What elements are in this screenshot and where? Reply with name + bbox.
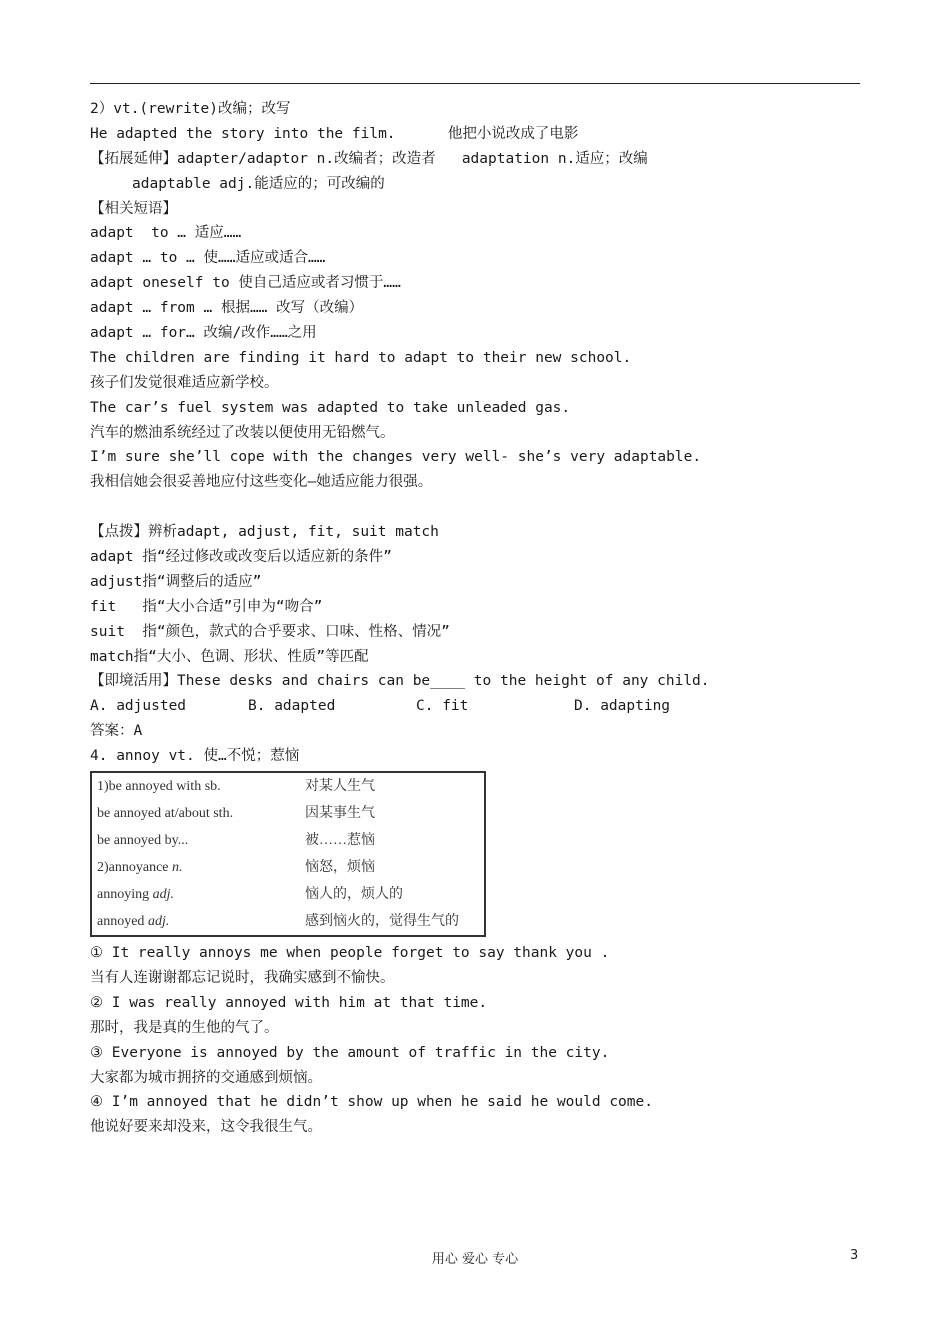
example-line: ② I was really annoyed with him at that time. [90, 994, 488, 1011]
section-heading: 【点拨】辨析adapt, adjust, fit, suit match [90, 524, 439, 541]
phrase-line: adapt … for… 改编/改作……之用 [90, 325, 317, 342]
phrase-line: adapt to … 适应…… [90, 225, 242, 242]
text-line: 【拓展延伸】adapter/adaptor n.改编者；改造者 adaptation n.适应；改编 [90, 150, 648, 167]
example-translation: 当有人连谢谢都忘记说时，我确实感到不愉快。 [90, 969, 395, 986]
example-line: ③ Everyone is annoyed by the amount of traffic in the city. [90, 1044, 610, 1061]
section-heading: 【相关短语】 [90, 200, 177, 217]
table-row [92, 800, 484, 827]
section-heading: 4. annoy vt. 使…不悦；惹恼 [90, 748, 300, 765]
table-row [92, 881, 484, 908]
page-content [90, 97, 860, 1140]
example-line: ④ I’m annoyed that he didn’t show up when he said he would come. [90, 1094, 653, 1111]
compare-line: adapt 指“经过修改或改变后以适应新的条件” [90, 549, 392, 566]
option-d: D. adapting [574, 698, 671, 715]
table-row [92, 908, 484, 935]
spacer [90, 495, 860, 520]
example-translation: 他说好要来却没来，这令我很生气。 [90, 1119, 322, 1136]
phrase-line: adapt … to … 使……适应或适合…… [90, 250, 326, 267]
table-row [92, 827, 484, 854]
table-row [92, 854, 484, 881]
text-line: 2）vt.(rewrite)改编；改写 [90, 101, 291, 117]
option-c: C. fit [416, 698, 469, 715]
example-translation: 汽车的燃油系统经过了改装以便使用无铅燃气。 [90, 424, 395, 441]
phrase-line: adapt oneself to 使自己适应或者习惯于…… [90, 275, 401, 292]
table-cell-english: 2)annoyance n. [97, 860, 183, 876]
example-line: The children are finding it hard to adapt to their new school. [90, 349, 632, 366]
vocab-table [90, 771, 486, 937]
option-a: A. adjusted [90, 698, 187, 715]
table-cell-english: annoyed adj. [97, 914, 170, 930]
text-line: He adapted the story into the film. 他把小说改成了电影 [90, 125, 579, 142]
table-cell-english: annoying adj. [97, 887, 174, 903]
example-translation: 大家都为城市拥挤的交通感到烦恼。 [90, 1069, 322, 1086]
header-rule [90, 83, 860, 84]
page-number: 3 [850, 1248, 859, 1263]
compare-line: suit 指“颜色，款式的合乎要求、口味、性格、情况” [90, 623, 450, 640]
table-cell-english: be annoyed at/about sth. [97, 806, 234, 822]
example-line: ① It really annoys me when people forget to say thank you . [90, 945, 610, 962]
example-translation: 孩子们发觉很难适应新学校。 [90, 374, 279, 391]
compare-line: fit 指“大小合适”引申为“吻合” [90, 598, 323, 615]
table-cell-chinese: 因某事生气 [305, 806, 375, 822]
example-line: I’m sure she’ll cope with the changes very well- she’s very adaptable. [90, 449, 702, 466]
option-b: B. adapted [248, 698, 336, 715]
example-translation: 那时，我是真的生他的气了。 [90, 1019, 279, 1036]
exercise-options [90, 694, 860, 719]
text-line-indented: adaptable adj.能适应的；可改编的 [132, 175, 385, 192]
table-cell-chinese: 被……惹恼 [305, 833, 375, 849]
example-translation: 我相信她会很妥善地应付这些变化—她适应能力很强。 [90, 474, 433, 491]
phrase-line: adapt … from … 根据…… 改写（改编） [90, 300, 364, 317]
table-cell-chinese: 恼人的，烦人的 [305, 887, 403, 903]
table-cell-english: be annoyed by... [97, 833, 189, 849]
table-row [92, 773, 484, 800]
example-line: The car’s fuel system was adapted to take unleaded gas. [90, 399, 571, 416]
compare-line: adjust指“调整后的适应” [90, 573, 262, 590]
footer-motto: 用心 爱心 专心 [431, 1252, 519, 1267]
compare-line: match指“大小、色调、形状、性质”等匹配 [90, 648, 369, 665]
exercise-question: 【即境活用】These desks and chairs can be____ to the height of any child. [90, 673, 710, 690]
answer-line: 答案：A [90, 723, 143, 740]
table-cell-chinese: 恼怒，烦恼 [305, 860, 375, 876]
table-cell-english: 1)be annoyed with sb. [97, 779, 221, 795]
table-cell-chinese: 感到恼火的，觉得生气的 [305, 914, 459, 930]
table-cell-chinese: 对某人生气 [305, 779, 375, 795]
